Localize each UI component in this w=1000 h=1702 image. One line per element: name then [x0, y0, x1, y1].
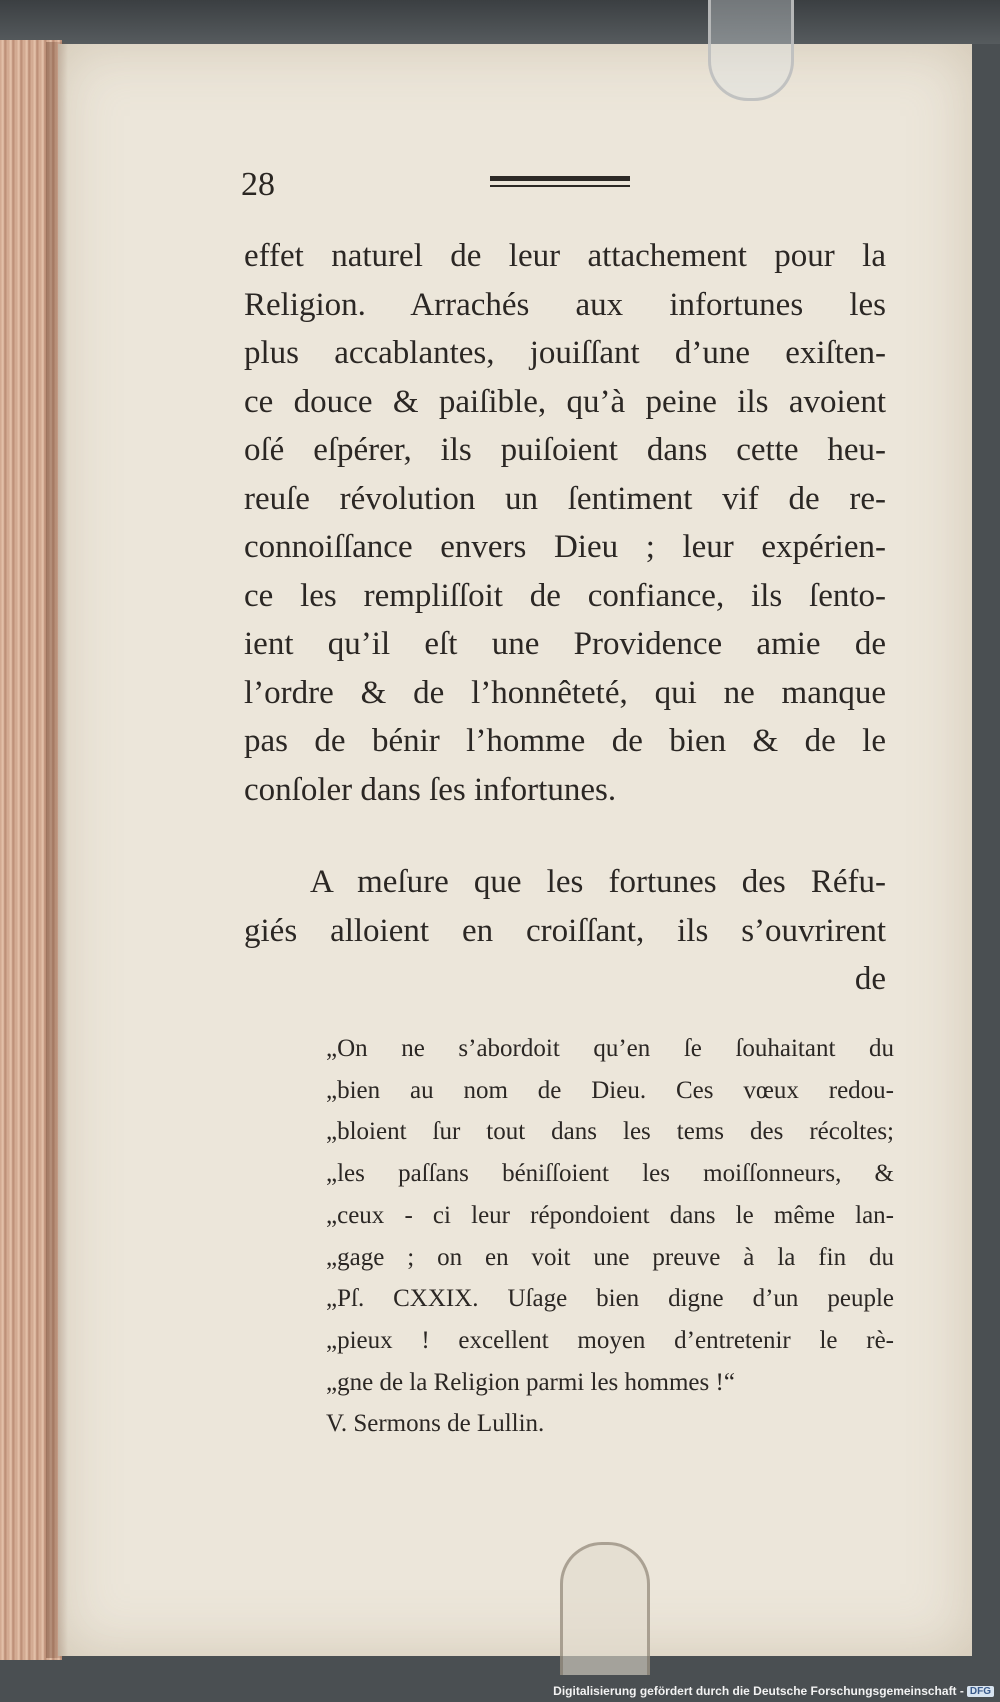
text-line: effet naturel de leur attachement pour la: [244, 238, 886, 274]
credit-text: Digitalisierung gefördert durch die Deutsche Forschungsgemeinschaft -: [553, 1684, 964, 1698]
page-number: 28: [241, 166, 275, 203]
footnote-line: „ceux - ci leur répondoient dans le même lan-: [326, 1201, 894, 1229]
paragraph-2: [244, 858, 886, 1004]
text-line: ce douce & paiſible, qu’à peine ils avoient: [244, 383, 886, 420]
text-line: plus accablantes, jouiſſant d’une exiſten-: [244, 335, 886, 371]
footnote-line: „bloient ſur tout dans les tems des récoltes;: [326, 1118, 894, 1146]
dfg-logo: DFG: [967, 1686, 994, 1697]
footnote-line: „pieux ! excellent moyen d’entretenir le rè-: [326, 1326, 894, 1354]
text-line: Religion. Arrachés aux infortunes les: [244, 286, 886, 323]
text-line: ce les rempliſſoit de confiance, ils ſento-: [244, 577, 886, 614]
text-line: connoiſſance envers Dieu ; leur expérien-: [244, 529, 886, 565]
page-clip-top: [708, 0, 794, 101]
text-line: conſoler dans ſes infortunes.: [244, 771, 617, 808]
text-line: l’ordre & de l’honnêteté, qui ne manque: [244, 674, 886, 711]
footnote-line: „gne de la Religion parmi les hommes !“: [326, 1368, 735, 1396]
header-ornament-rule: [490, 176, 630, 187]
paragraph-1: [244, 232, 886, 814]
footnote-line: „On ne s’abordoit qu’en ſe ſouhaitant du: [326, 1035, 894, 1062]
scan-background-top: [0, 0, 1000, 44]
footnote-source: V. Sermons de Lullin.: [326, 1410, 545, 1438]
text-line: giés alloient en croiſſant, ils s’ouvrirent: [244, 912, 886, 949]
footnote-line: „bien au nom de Dieu. Ces vœux redou-: [326, 1076, 894, 1104]
footnote-line: „les paſſans béniſſoient les moiſſonneurs, &: [326, 1160, 894, 1188]
footnote-line: „gage ; on en voit une preuve à la fin du: [326, 1243, 894, 1271]
gutter-shadow: [46, 42, 68, 1658]
text-line: A meſure que les fortunes des Réfu-: [310, 864, 886, 900]
text-line: oſé eſpérer, ils puiſoient dans cette heu-: [244, 432, 886, 468]
text-line: pas de bénir l’homme de bien & de le: [244, 723, 886, 759]
page-clip-bottom: [560, 1542, 650, 1675]
footnote: [326, 1028, 894, 1445]
catchword: de: [854, 961, 886, 997]
footnote-line: „Pſ. CXXIX. Uſage bien digne d’un peuple: [326, 1285, 894, 1313]
digitization-credit: [553, 1684, 994, 1698]
text-line: ient qu’il eſt une Providence amie de: [244, 626, 886, 662]
text-line: reuſe révolution un ſentiment vif de re-: [244, 480, 886, 517]
